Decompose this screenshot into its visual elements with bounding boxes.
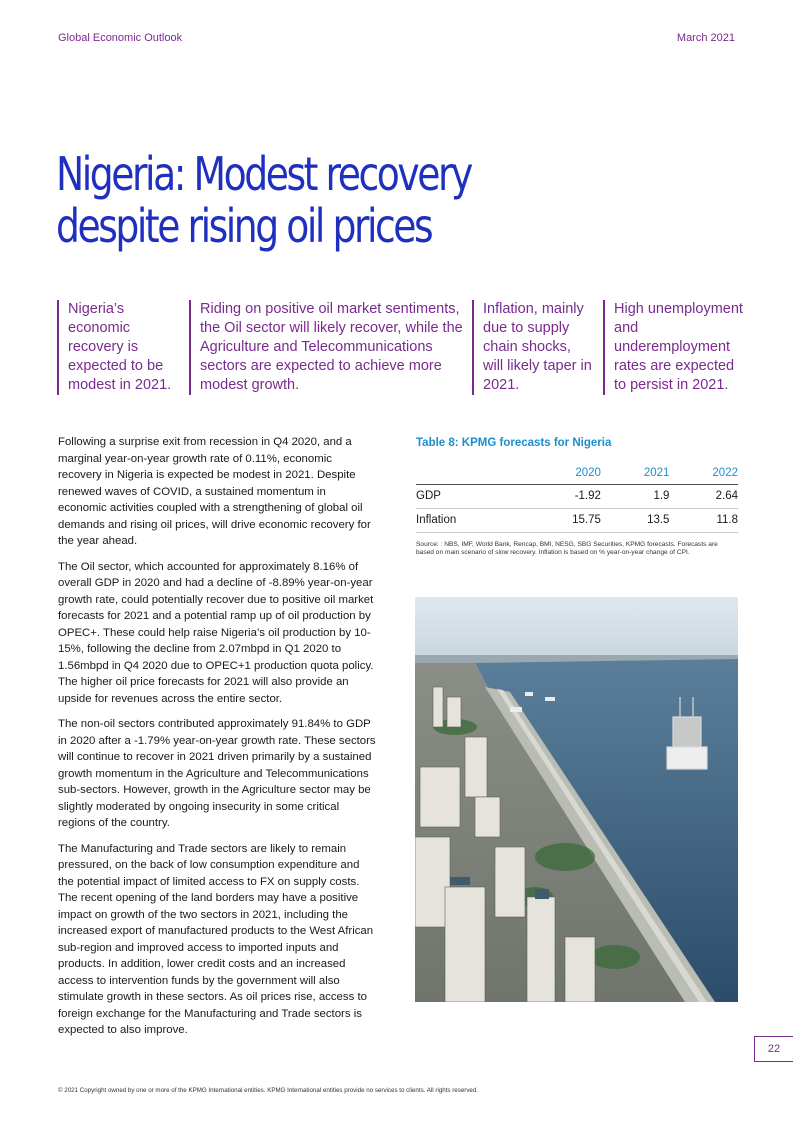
callout-inflation: Inflation, mainly due to supply chain shocks, will likely taper in 2021.	[472, 300, 592, 395]
header-date: March 2021	[676, 32, 735, 44]
table-header-cell: 2021	[643, 466, 670, 479]
table-header-row	[416, 462, 738, 484]
body-paragraph: The Manufacturing and Trade sectors are likely to remain pressured, on the back of low consumption expenditure and the potential impact of limited access to FX on supply costs. The recent opening of the land borders may have a positive impact on growth of the two sectors in 2021, including the increased export of manufactured products to the West African sub-region and improved access to imported inputs and products. In addition, lower credit costs and an increased access to intervention funds by the government will also stimulate growth in these sectors. As oil prices rise, access to foreign exchange for the Manufacturing and Trade sectors is expected to also improve.	[58, 842, 374, 1036]
body-text	[58, 434, 376, 1048]
title-line-1: Nigeria: Modest recovery	[56, 147, 471, 201]
callout-recovery: Nigeria’s economic recovery is expected to be modest in 2021.	[57, 300, 182, 395]
forecast-table	[416, 462, 738, 533]
page-title	[56, 148, 548, 252]
header-publication-title: Global Economic Outlook	[58, 32, 183, 44]
key-points	[57, 300, 743, 395]
table-cell: 15.75	[572, 514, 601, 526]
callout-unemployment: High unemployment and underemployment rates are expected to persist in 2021.	[603, 300, 743, 395]
body-paragraph: The Oil sector, which accounted for approximately 8.16% of overall GDP in 2020 and had a decline of -8.89% year-on-year growth rate, could potentially recover due to positive oil market forecasts for 2021 and a potential ramp up of oil production by OPEC+. These could help raise Nigeria’s oil production by 10-15%, following the decline from 2.07mbpd in Q1 2020 to 1.56mbpd in Q4 2020 due to OPEC+1 production quota policy. The higher oil price forecasts for 2021 will also provide an upside for revenues across the entire sector.	[58, 560, 374, 705]
table-title: Table 8: KPMG forecasts for Nigeria	[416, 437, 612, 449]
table-row	[416, 484, 738, 508]
table-header-cell: 2022	[712, 466, 738, 479]
table-header-cell: 2020	[575, 466, 601, 479]
callout-oil-sector: Riding on positive oil market sentiments, the Oil sector will likely recover, while the Agriculture and Telecommunications sectors are expected to achieve more modest growth.	[189, 300, 464, 395]
table-cell: 11.8	[716, 514, 738, 526]
page-number: 22	[754, 1036, 793, 1062]
title-line-2: despite rising oil prices	[56, 199, 432, 253]
table-row-label: GDP	[416, 490, 441, 502]
table-row-label: Inflation	[416, 514, 457, 526]
table-cell: 2.64	[715, 490, 738, 502]
body-paragraph: Following a surprise exit from recession in Q4 2020, and a marginal year-on-year growth rate of 0.11%, economic recovery in Nigeria is expected be modest in 2021. Despite renewed waves of COVID, a sustained momentum in economic activities coupled with a strengthening of global oil demands and rising oil prices, will drive economic recovery for the year ahead.	[58, 436, 371, 547]
table-header-blank	[416, 462, 524, 484]
copyright-footer: © 2021 Copyright owned by one or more of the KPMG International entities. KPMG International entities provide no services to clients. All rights reserved.	[58, 1087, 479, 1094]
table-cell: 13.5	[647, 514, 670, 526]
table-cell: 1.9	[653, 490, 670, 502]
body-paragraph: The non-oil sectors contributed approximately 91.84% to GDP in 2020 after a -1.79% year-on-year growth rate. These sectors will continue to recover in 2021 driven primarily by a sustained growth momentum in the Agriculture and Telecommunications sub-sectors. However, growth in the Agriculture sector may be slightly moderated by ongoing insecurity in some critical regions of the country.	[58, 718, 376, 829]
table-cell: -1.92	[574, 490, 601, 502]
table-source-note: Source: : NBS, IMF, World Bank, Rencap, BMI, NESG, SBG Securities, KPMG forecasts. Forecasts are based on main scenario of slow recovery. Inflation is based on % year-on-year change of CPI.	[416, 541, 718, 556]
lagos-aerial-photo	[415, 597, 738, 1002]
table-row	[416, 508, 738, 532]
